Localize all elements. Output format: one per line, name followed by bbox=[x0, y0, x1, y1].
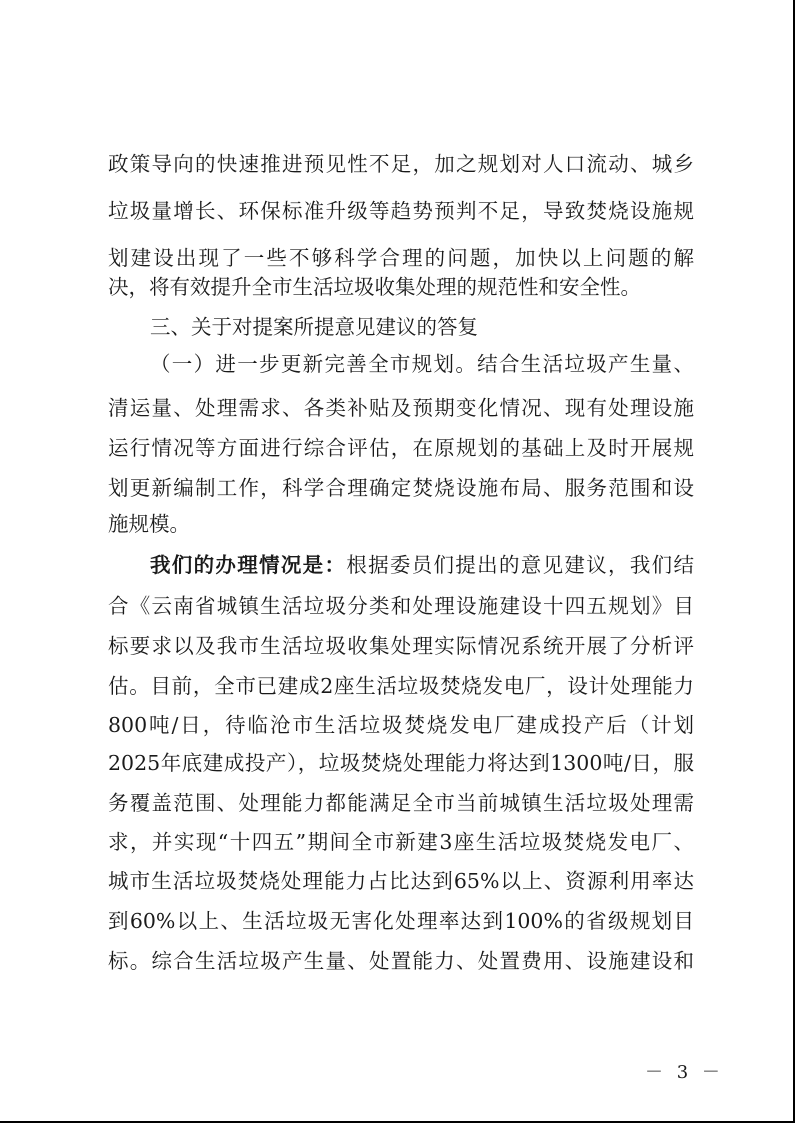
section-heading: 三、关于对提案所提意见建议的答复 bbox=[150, 315, 478, 339]
body-line-10-text: 根据委员们提出的意见建议，我们结 bbox=[346, 553, 694, 577]
handling-status-label: 我们的办理情况是： bbox=[150, 553, 347, 577]
body-line-2: 垃圾量增长、环保标准升级等趋势预判不足，导致焚烧设施规 bbox=[108, 199, 694, 223]
body-line-15: 2025年底建成投产），垃圾焚烧处理能力将达到1300吨/日，服 bbox=[108, 751, 694, 775]
body-line-19: 到60%以上、生活垃圾无害化处理率达到100%的省级规划目 bbox=[108, 909, 694, 933]
body-line-14: 800吨/日，待临沧市生活垃圾焚烧发电厂建成投产后（计划 bbox=[108, 713, 694, 737]
body-line-18: 城市生活垃圾焚烧处理能力占比达到65%以上、资源利用率达 bbox=[108, 869, 694, 893]
body-line-5: （一）进一步更新完善全市规划。结合生活垃圾产生量、 bbox=[150, 352, 694, 376]
body-line-3: 划建设出现了一些不够科学合理的问题，加快以上问题的解 bbox=[108, 246, 694, 270]
body-line-20: 标。综合生活垃圾产生量、处置能力、处置费用、设施建设和 bbox=[108, 949, 694, 973]
body-line-17: 求，并实现“十四五”期间全市新建3座生活垃圾焚烧发电厂、 bbox=[108, 830, 694, 854]
body-line-6: 清运量、处理需求、各类补贴及预期变化情况、现有处理设施 bbox=[108, 396, 694, 420]
body-line-12: 标要求以及我市生活垃圾收集处理实际情况系统开展了分析评 bbox=[108, 634, 694, 658]
body-line-4: 决，将有效提升全市生活垃圾收集处理的规范性和安全性。 bbox=[108, 275, 641, 299]
body-line-13: 估。目前，全市已建成2座生活垃圾焚烧发电厂，设计处理能力 bbox=[108, 674, 694, 698]
body-line-9: 施规模。 bbox=[108, 512, 190, 536]
body-line-1: 政策导向的快速推进预见性不足，加之规划对人口流动、城乡 bbox=[108, 152, 694, 176]
body-line-7: 运行情况等方面进行综合评估，在原规划的基础上及时开展规 bbox=[108, 436, 694, 460]
body-line-8: 划更新编制工作，科学合理确定焚烧设施布局、服务范围和设 bbox=[108, 476, 694, 500]
body-line-11: 合《云南省城镇生活垃圾分类和处理设施建设十四五规划》目 bbox=[108, 594, 694, 618]
body-line-10 bbox=[150, 547, 694, 583]
body-line-16: 务覆盖范围、处理能力都能满足全市当前城镇生活垃圾处理需 bbox=[108, 791, 694, 815]
page-number: － 3 － bbox=[645, 1062, 724, 1083]
